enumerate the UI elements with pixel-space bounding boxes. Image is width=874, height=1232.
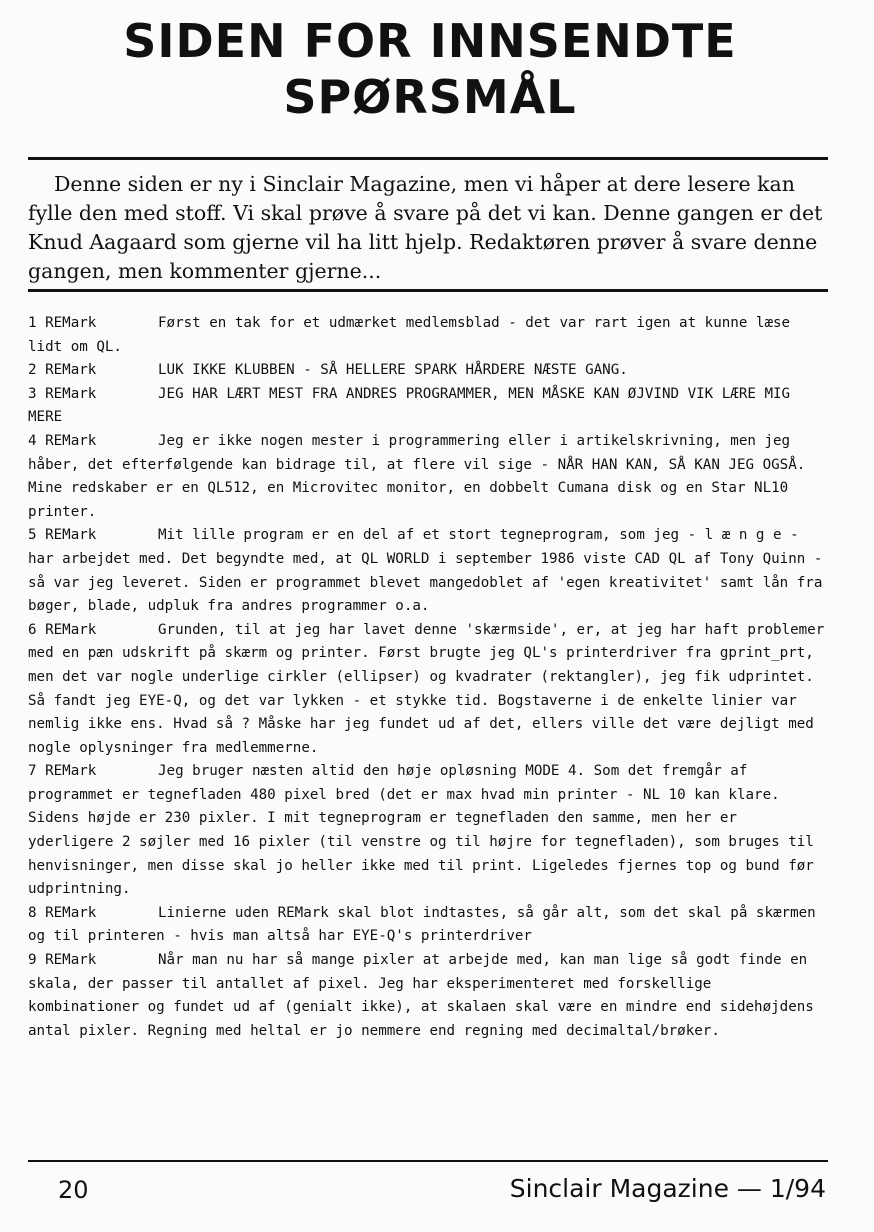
remark-label: 2 REMark xyxy=(28,362,97,379)
remark-item-6 xyxy=(28,619,828,761)
divider-middle xyxy=(28,289,828,292)
remark-text: Mit lille program er en del af et stort tegneprogram, som jeg - l æ n g e - har arbejdet med. Det begyndte med, at QL WORLD i september 1986 viste CAD QL af Tony Quinn - så var jeg leveret. Siden er programmet blevet mangedoblet af 'egen kreativitet' samt lån fra bøger, blade, udpluk fra andres programmer o.a. xyxy=(28,527,823,615)
intro-paragraph: Denne siden er ny i Sinclair Magazine, men vi håper at dere lesere kan fylle den med stoff. Vi skal prøve å svare på det vi kan. Denne gangen er det Knud Aagaard som gjerne vil ha litt hjelp. Redaktøren prøver å svare denne gangen, men kommenter gjerne... xyxy=(28,172,823,283)
remark-item-2 xyxy=(28,359,828,383)
remark-label: 4 REMark xyxy=(28,432,97,449)
remark-list xyxy=(28,312,828,1043)
remark-item-4 xyxy=(28,430,828,524)
remark-label: 3 REMark xyxy=(28,385,97,402)
remark-text: Grunden, til at jeg har lavet denne 'skærmside', er, at jeg har haft problemer med en pæn udskrift på skærm og printer. Først brugte jeg QL's printerdriver fra gprint_prt, men det var nogle underlige cirkler (ellipser) og kvadrater (rektangler), jeg fik udprintet. Så fandt jeg EYE-Q, og det var lykken - et stykke tid. Bogstaverne i de enkelte linier var nemlig ikke ens. Hvad så ? Måske har jeg fundet ud af det, ellers ville det være dejligt med nogle oplysninger fra medlemmerne. xyxy=(28,621,825,756)
remark-text: JEG HAR LÆRT MEST FRA ANDRES PROGRAMMER, MEN MÅSKE KAN ØJVIND VIK LÆRE MIG MERE xyxy=(28,385,791,426)
remark-item-7 xyxy=(28,760,828,902)
divider-bottom xyxy=(28,1160,828,1162)
remark-item-9 xyxy=(28,949,828,1043)
remark-text: Linierne uden REMark skal blot indtastes, så går alt, som det skal på skærmen og til printeren - hvis man altså har EYE-Q's printerdriver xyxy=(28,904,816,945)
remark-text: Jeg bruger næsten altid den høje opløsning MODE 4. Som det fremgår af programmet er tegnefladen 480 pixel bred (det er max hvad min printer - NL 10 kan klare. Sidens højde er 230 pixler. I mit tegneprogram er tegnefladen den samme, men her er yderligere 2 søjler med 16 pixler (til venstre og til højre for tegnefladen), som bruges til henvisninger, men disse skal jo heller ikke med til print. Ligeledes fjernes top og bund før udprintning. xyxy=(28,763,814,898)
divider-top xyxy=(28,157,828,160)
page-number: 20 xyxy=(58,1176,89,1204)
remark-text: Først en tak for et udmærket medlemsblad - det var rart igen at kunne læse lidt om QL. xyxy=(28,315,791,355)
remark-label: 9 REMark xyxy=(28,952,97,969)
page-title-line-1: SIDEN FOR INNSENDTE xyxy=(123,14,737,68)
remark-label: 6 REMark xyxy=(28,621,97,638)
remark-label: 8 REMark xyxy=(28,904,97,921)
remark-item-8 xyxy=(28,902,828,949)
remark-item-5 xyxy=(28,524,828,618)
remark-item-3 xyxy=(28,383,828,430)
remark-label: 5 REMark xyxy=(28,527,97,544)
remark-item-1 xyxy=(28,312,828,359)
magazine-issue: Sinclair Magazine — 1/94 xyxy=(509,1174,826,1203)
remark-text: Jeg er ikke nogen mester i programmering eller i artikelskrivning, men jeg håber, det efterfølgende kan bidrage til, at flere vil sige - NÅR HAN KAN, SÅ KAN JEG OGSÅ. Mine redskaber er en QL512, en Microvitec monitor, en dobbelt Cumana disk og en Star NL10 printer. xyxy=(28,432,806,520)
remark-text: Når man nu har så mange pixler at arbejde med, kan man lige så godt finde en skala, der passer til antallet af pixel. Jeg har eksperimenteret med forskellige kombinationer og fundet ud af (genialt ikke), at skalaen skal være en mindre end sidehøjdens antal pixler. Regning med heltal er jo nemmere end regning med decimaltal/brøker. xyxy=(28,952,814,1039)
page-title-line-2: SPØRSMÅL xyxy=(283,70,577,124)
remark-text: LUK IKKE KLUBBEN - SÅ HELLERE SPARK HÅRDERE NÆSTE GANG. xyxy=(158,362,628,379)
remark-label: 7 REMark xyxy=(28,763,97,780)
remark-label: 1 REMark xyxy=(28,315,97,331)
